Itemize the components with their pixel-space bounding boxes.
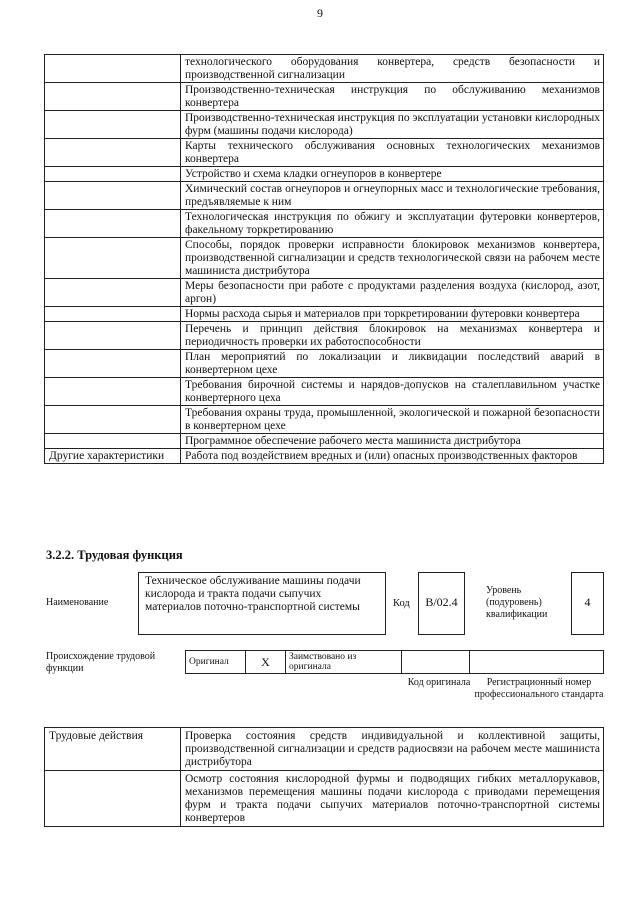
row-category xyxy=(45,139,181,167)
row-content: Устройство и схема кладки огнеупоров в конвертере xyxy=(181,167,604,182)
table-row xyxy=(45,83,604,111)
table-row xyxy=(45,406,604,434)
borrowed-cell: Заимствовано из оригинала xyxy=(286,651,402,674)
knowledge-table xyxy=(44,54,604,464)
labor-actions-table xyxy=(44,727,604,827)
table-row xyxy=(45,307,604,322)
reg-number-cell xyxy=(470,651,604,674)
level-box: 4 xyxy=(571,572,604,635)
row-content: Проверка состояния средств индивидуальной и коллективной защиты, производственной сигнализации и средств радиосвязи на рабочем месте машиниста дистрибутора xyxy=(181,728,604,771)
original-mark: X xyxy=(246,651,286,674)
row-category xyxy=(45,83,181,111)
row-category xyxy=(45,55,181,83)
table-row xyxy=(45,378,604,406)
row-content: Карты технического обслуживания основных технологических механизмов конвертера xyxy=(181,139,604,167)
row-content: технологического оборудования конвертера, средств безопасности и производственной сигнализации xyxy=(181,55,604,83)
row-category xyxy=(45,279,181,307)
row-category xyxy=(45,210,181,238)
row-content: Осмотр состояния кислородной фурмы и подводящих гибких металлорукавов, механизмов перемещения машины подачи кислорода с приводами перемещения фурм и тракта подачи сыпучих материалов поточно-транспортной системы конвертеров xyxy=(181,771,604,827)
code-box: B/02.4 xyxy=(418,572,465,635)
row-content: Производственно-техническая инструкция по обслуживанию механизмов конвертера xyxy=(181,83,604,111)
row-content: Перечень и принцип действия блокировок на механизмах конвертера и периодичность проверки их работоспособности xyxy=(181,322,604,350)
row-category: Другие характеристики xyxy=(45,449,181,464)
row-content: Химический состав огнеупоров и огнеупорных масс и технологические требования, предъявляемые к ним xyxy=(181,182,604,210)
row-category xyxy=(45,111,181,139)
row-category xyxy=(45,378,181,406)
row-category xyxy=(45,350,181,378)
row-content: Способы, порядок проверки исправности блокировок механизмов конвертера, производственной сигнализации и средств технологической связи на рабочем месте машиниста дистрибутора xyxy=(181,238,604,279)
row-category xyxy=(45,322,181,350)
page-number: 9 xyxy=(317,6,323,20)
table-row xyxy=(45,55,604,83)
table-row xyxy=(45,434,604,449)
row-content: Меры безопасности при работе с продуктами разделения воздуха (кислород, азот, аргон) xyxy=(181,279,604,307)
row-content: Технологическая инструкция по обжигу и эксплуатации футеровки конвертеров, факельному торкретированию xyxy=(181,210,604,238)
table-row xyxy=(45,350,604,378)
name-label: Наименование xyxy=(46,597,109,608)
table-row xyxy=(45,322,604,350)
table-row xyxy=(45,167,604,182)
table-row xyxy=(45,449,604,464)
table-row xyxy=(45,182,604,210)
table-row xyxy=(45,728,604,771)
row-content: Требования охраны труда, промышленной, экологической и пожарной безопасности в конвертерном цехе xyxy=(181,406,604,434)
section-heading: 3.2.2. Трудовая функция xyxy=(46,548,183,562)
table-row xyxy=(45,238,604,279)
row-content: План мероприятий по локализации и ликвидации последствий аварий в конвертерном цехе xyxy=(181,350,604,378)
table-row xyxy=(45,210,604,238)
table-row xyxy=(45,111,604,139)
reg-number-caption: Регистрационный номер профессионального стандарта xyxy=(474,677,604,700)
level-label: Уровень (подуровень) квалификации xyxy=(486,585,548,620)
origin-label: Происхождение трудовой функции xyxy=(46,651,156,674)
code-original-caption: Код оригинала xyxy=(407,677,471,688)
row-category xyxy=(45,307,181,322)
row-category xyxy=(45,167,181,182)
row-category xyxy=(45,406,181,434)
original-cell: Оригинал xyxy=(186,651,246,674)
table-row xyxy=(45,279,604,307)
row-category xyxy=(45,434,181,449)
row-category xyxy=(45,182,181,210)
origin-table xyxy=(185,650,604,674)
row-content: Производственно-техническая инструкция по эксплуатации установки кислородных фурм (машины подачи кислорода) xyxy=(181,111,604,139)
function-name-box: Техническое обслуживание машины подачи кислорода и тракта подачи сыпучих материалов поточно-транспортной системы xyxy=(138,572,386,635)
row-category xyxy=(45,771,181,827)
row-category: Трудовые действия xyxy=(45,728,181,771)
row-content: Программное обеспечение рабочего места машиниста дистрибутора xyxy=(181,434,604,449)
row-content: Требования бирочной системы и нарядов-допусков на сталеплавильном участке конвертерного цеха xyxy=(181,378,604,406)
row-content: Нормы расхода сырья и материалов при торкретировании футеровки конвертера xyxy=(181,307,604,322)
row-category xyxy=(45,238,181,279)
table-row xyxy=(45,139,604,167)
code-label: Код xyxy=(393,598,410,609)
table-row xyxy=(45,771,604,827)
row-content: Работа под воздействием вредных и (или) опасных производственных факторов xyxy=(181,449,604,464)
code-original-cell xyxy=(402,651,470,674)
